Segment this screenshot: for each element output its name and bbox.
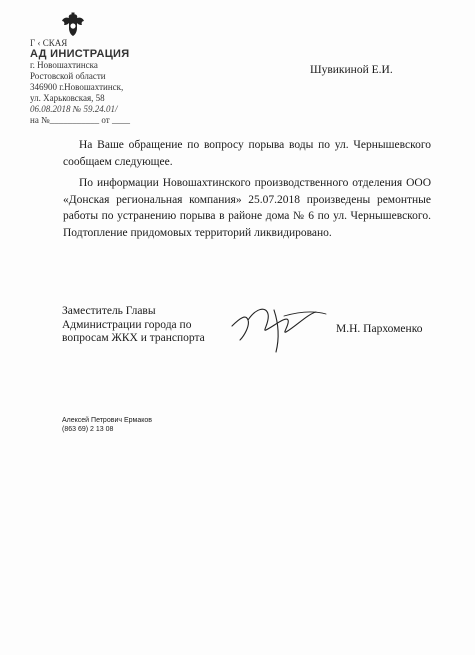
stamp-line-2: АД ИНИСТРАЦИЯ	[30, 48, 130, 60]
stamp-line-1: Г ‹ СКАЯ	[30, 38, 68, 48]
signer-name: М.Н. Пархоменко	[336, 323, 423, 335]
recipient-name: Шувикиной Е.И.	[310, 64, 393, 76]
stamp-reference-line: на №___________ от ____	[30, 115, 130, 125]
handwritten-signature	[226, 296, 336, 356]
stamp-date-number: 06.08.2018 № 59.24.01/	[30, 104, 118, 114]
executor-info	[62, 416, 152, 434]
stamp-line-4: Ростовской области	[30, 71, 106, 81]
coat-of-arms-icon	[58, 12, 88, 38]
body-paragraph-2: По информации Новошахтинского производственного отделения ООО «Донская региональная компания» 25.07.2018 произведены ремонтные работы по устранению порыва в районе дома № 6 по ул. Чернышевского. Подтопление придомовых территорий ликвидировано.	[63, 177, 431, 239]
executor-phone: (863 69) 2 13 08	[62, 426, 114, 433]
stamp-line-6: ул. Харьковская, 58	[30, 93, 105, 103]
executor-name: Алексей Петрович Ермаков	[62, 417, 152, 424]
signatory-title	[62, 305, 205, 346]
letter-body	[63, 137, 431, 246]
stamp-line-5: 346900 г.Новошахтинск,	[30, 82, 124, 92]
signatory-title-line-2: Администрации города по	[62, 318, 192, 331]
signatory-title-line-3: вопросам ЖКХ и транспорта	[62, 332, 205, 344]
stamp-line-3: г. Новошахтинска	[30, 60, 98, 70]
body-paragraph-1: На Ваше обращение по вопросу порыва воды по ул. Чернышевского сообщаем следующее.	[63, 139, 431, 168]
registration-stamp	[30, 38, 135, 126]
signatory-title-line-1: Заместитель Главы	[62, 305, 156, 317]
